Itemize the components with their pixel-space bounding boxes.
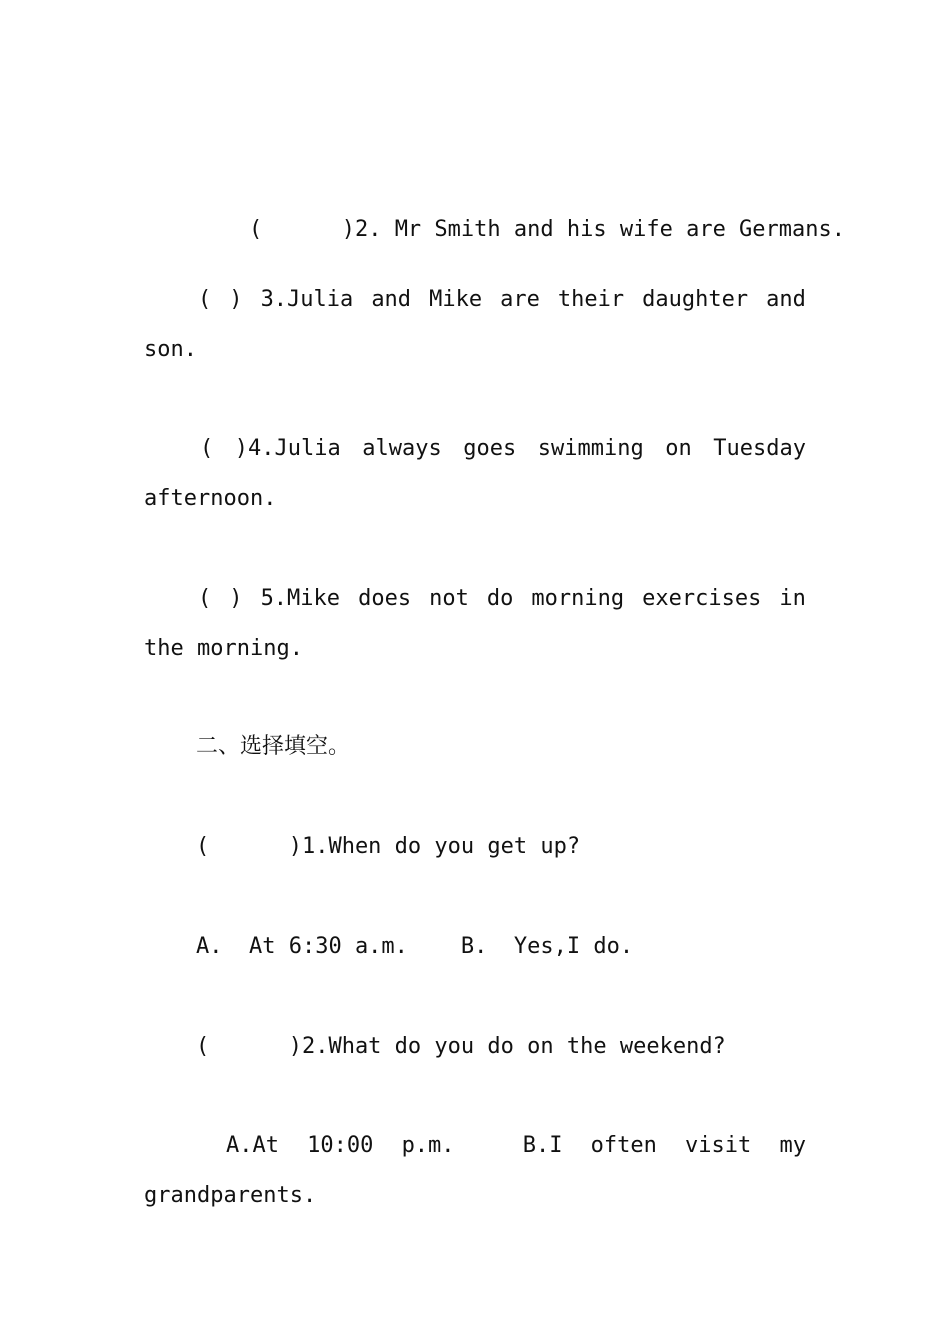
question-3-tf-line2: son. bbox=[144, 337, 197, 362]
question-5-tf-line2: the morning. bbox=[144, 636, 303, 661]
question-1-choice: ( )1.When do you get up? bbox=[196, 834, 581, 859]
question-4-tf-line2: afternoon. bbox=[144, 486, 277, 511]
question-2-options: A.At 10:00 p.m. B.I often visit my bbox=[226, 1133, 806, 1158]
answer-blank: ( )2. bbox=[248, 217, 382, 242]
question-text: Mr Smith and his wife are Germans. bbox=[394, 217, 846, 242]
question-2-options-line2: grandparents. bbox=[144, 1183, 317, 1208]
question-2-choice: ( )2.What do you do on the weekend? bbox=[196, 1034, 726, 1059]
question-5-tf-line1: ( ) 5.Mike does not do morning exercises in bbox=[198, 586, 806, 611]
section-heading: 二、选择填空。 bbox=[196, 734, 351, 759]
question-2-tf bbox=[196, 185, 846, 242]
question-1-options: A. At 6:30 a.m. B. Yes,I do. bbox=[196, 934, 634, 959]
question-3-tf-line1: ( ) 3.Julia and Mike are their daughter and bbox=[198, 287, 806, 312]
question-4-tf-line1: ( )4.Julia always goes swimming on Tuesday bbox=[200, 436, 806, 461]
